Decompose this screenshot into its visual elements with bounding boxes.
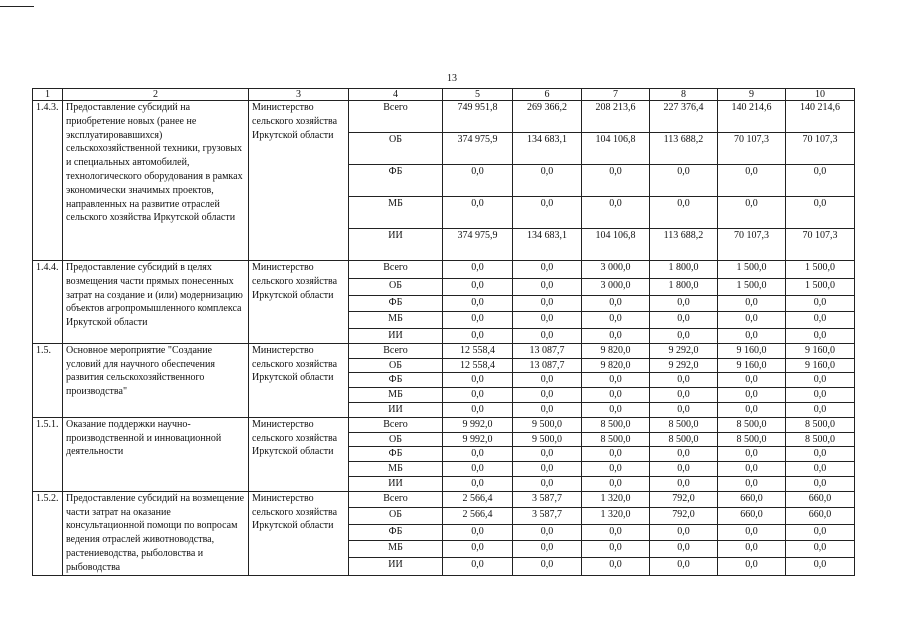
table-row [33,261,855,279]
amount-cell: 0,0 [513,524,582,541]
amount-cell: 0,0 [582,373,650,388]
amount-cell: 2 566,4 [443,491,513,508]
amount-cell: 2 566,4 [443,508,513,525]
amount-cell: 0,0 [650,312,718,329]
ministry-line: сельского хозяйства [252,432,338,444]
table-row [33,491,855,508]
amount-cell: 0,0 [443,312,513,329]
amount-cell: 9 160,0 [786,358,855,373]
amount-cell: 70 107,3 [786,133,855,165]
item-number: 1.5. [33,343,63,417]
item-number: 1.4.3. [33,101,63,261]
item-number: 1.5.2. [33,491,63,575]
column-number: 4 [349,89,443,101]
amount-cell: 0,0 [650,476,718,491]
amount-cell: 1 800,0 [650,261,718,279]
amount-cell: 0,0 [513,402,582,417]
amount-cell: 749 951,8 [443,101,513,133]
amount-cell: 0,0 [582,197,650,229]
amount-cell: 0,0 [582,524,650,541]
amount-cell: 8 500,0 [582,417,650,432]
table-row [33,101,855,133]
funding-source: Всего [349,417,443,432]
funding-source: ИИ [349,557,443,575]
funding-source: ФБ [349,447,443,462]
amount-cell: 0,0 [786,402,855,417]
amount-cell: 0,0 [582,462,650,477]
amount-cell: 269 366,2 [513,101,582,133]
amount-cell: 9 992,0 [443,432,513,447]
amount-cell: 0,0 [443,524,513,541]
responsible-ministry [249,101,349,261]
amount-cell: 1 320,0 [582,508,650,525]
funding-source: ФБ [349,165,443,197]
amount-cell: 0,0 [443,373,513,388]
amount-cell: 0,0 [443,402,513,417]
amount-cell: 660,0 [786,491,855,508]
amount-cell: 0,0 [443,197,513,229]
amount-cell: 227 376,4 [650,101,718,133]
amount-cell: 9 820,0 [582,343,650,358]
funding-source: Всего [349,491,443,508]
amount-cell: 1 800,0 [650,279,718,296]
amount-cell: 8 500,0 [582,432,650,447]
responsible-ministry [249,343,349,417]
amount-cell: 134 683,1 [513,133,582,165]
responsible-ministry [249,261,349,344]
amount-cell: 0,0 [582,165,650,197]
amount-cell: 0,0 [718,197,786,229]
amount-cell: 3 000,0 [582,279,650,296]
amount-cell: 0,0 [786,296,855,312]
amount-cell: 8 500,0 [786,417,855,432]
amount-cell: 0,0 [786,197,855,229]
amount-cell: 0,0 [582,447,650,462]
amount-cell: 0,0 [718,557,786,575]
amount-cell: 1 320,0 [582,491,650,508]
column-number: 10 [786,89,855,101]
amount-cell: 0,0 [786,476,855,491]
amount-cell: 8 500,0 [718,432,786,447]
amount-cell: 0,0 [513,312,582,329]
column-number: 9 [718,89,786,101]
amount-cell: 70 107,3 [718,229,786,261]
amount-cell: 9 160,0 [718,343,786,358]
item-description: Предоставление субсидий на приобретение новых (ранее не эксплуатировавшихся) сельскохозяйственной техники, грузовых и специальных автомобилей, технологического оборудования в рамках экономически значимых проектов, направленных на развитие отраслей сельского хозяйства Иркутской области [63,101,249,261]
funding-source: ОБ [349,279,443,296]
column-number: 3 [249,89,349,101]
amount-cell: 0,0 [786,541,855,558]
amount-cell: 0,0 [513,373,582,388]
item-description: Предоставление субсидий в целях возмещения части прямых понесенных затрат на создание и (или) модернизацию объектов агропромышленного комплекса Иркутской области [63,261,249,344]
amount-cell: 0,0 [786,388,855,403]
funding-source: ОБ [349,508,443,525]
amount-cell: 0,0 [786,557,855,575]
column-number: 7 [582,89,650,101]
amount-cell: 9 292,0 [650,343,718,358]
funding-source: МБ [349,462,443,477]
funding-source: Всего [349,343,443,358]
funding-source: ОБ [349,432,443,447]
column-number: 6 [513,89,582,101]
item-number: 1.4.4. [33,261,63,344]
amount-cell: 374 975,9 [443,229,513,261]
ministry-line: Иркутской области [252,129,334,141]
amount-cell: 13 087,7 [513,343,582,358]
ministry-line: Иркутской области [252,289,334,301]
amount-cell: 9 500,0 [513,417,582,432]
amount-cell: 0,0 [582,388,650,403]
amount-cell: 0,0 [443,447,513,462]
amount-cell: 374 975,9 [443,133,513,165]
amount-cell: 140 214,6 [786,101,855,133]
amount-cell: 792,0 [650,491,718,508]
ministry-line: сельского хозяйства [252,506,338,518]
amount-cell: 70 107,3 [718,133,786,165]
top-rule [0,6,34,7]
ministry-line: сельского хозяйства [252,358,338,370]
funding-source: МБ [349,541,443,558]
amount-cell: 0,0 [786,312,855,329]
ministry-line: сельского хозяйства [252,275,338,287]
amount-cell: 660,0 [718,508,786,525]
amount-cell: 0,0 [513,197,582,229]
funding-source: Всего [349,101,443,133]
amount-cell: 0,0 [650,373,718,388]
amount-cell: 1 500,0 [786,279,855,296]
amount-cell: 113 688,2 [650,229,718,261]
amount-cell: 0,0 [718,329,786,344]
amount-cell: 0,0 [582,312,650,329]
amount-cell: 0,0 [650,524,718,541]
amount-cell: 0,0 [718,312,786,329]
amount-cell: 8 500,0 [786,432,855,447]
amount-cell: 134 683,1 [513,229,582,261]
amount-cell: 0,0 [650,462,718,477]
amount-cell: 3 587,7 [513,508,582,525]
column-number: 2 [63,89,249,101]
funding-source: ФБ [349,373,443,388]
amount-cell: 792,0 [650,508,718,525]
amount-cell: 0,0 [786,329,855,344]
amount-cell: 1 500,0 [718,261,786,279]
amount-cell: 3 587,7 [513,491,582,508]
ministry-line: сельского хозяйства [252,115,338,127]
amount-cell: 0,0 [582,541,650,558]
column-number-row [33,89,855,101]
amount-cell: 0,0 [718,447,786,462]
amount-cell: 0,0 [443,329,513,344]
amount-cell: 8 500,0 [718,417,786,432]
amount-cell: 0,0 [513,541,582,558]
table-body [33,89,855,576]
amount-cell: 0,0 [718,296,786,312]
amount-cell: 8 500,0 [650,432,718,447]
amount-cell: 12 558,4 [443,358,513,373]
table-row [33,343,855,358]
amount-cell: 0,0 [650,197,718,229]
amount-cell: 0,0 [582,296,650,312]
amount-cell: 9 160,0 [718,358,786,373]
amount-cell: 104 106,8 [582,229,650,261]
amount-cell: 0,0 [443,165,513,197]
funding-source: МБ [349,197,443,229]
amount-cell: 208 213,6 [582,101,650,133]
amount-cell: 0,0 [443,296,513,312]
amount-cell: 9 992,0 [443,417,513,432]
amount-cell: 0,0 [513,557,582,575]
budget-table [32,88,855,576]
amount-cell: 660,0 [786,508,855,525]
amount-cell: 0,0 [786,462,855,477]
amount-cell: 0,0 [650,447,718,462]
funding-source: ИИ [349,329,443,344]
amount-cell: 0,0 [443,557,513,575]
amount-cell: 0,0 [513,296,582,312]
responsible-ministry [249,491,349,575]
amount-cell: 0,0 [443,541,513,558]
amount-cell: 0,0 [582,557,650,575]
amount-cell: 0,0 [718,524,786,541]
amount-cell: 0,0 [513,388,582,403]
amount-cell: 0,0 [582,402,650,417]
funding-source: МБ [349,388,443,403]
amount-cell: 0,0 [513,476,582,491]
amount-cell: 0,0 [650,296,718,312]
column-number: 5 [443,89,513,101]
ministry-line: Иркутской области [252,446,334,458]
amount-cell: 0,0 [718,165,786,197]
amount-cell: 3 000,0 [582,261,650,279]
amount-cell: 0,0 [513,329,582,344]
amount-cell: 9 160,0 [786,343,855,358]
column-number: 8 [650,89,718,101]
amount-cell: 0,0 [650,557,718,575]
amount-cell: 0,0 [718,388,786,403]
amount-cell: 0,0 [718,541,786,558]
amount-cell: 0,0 [650,402,718,417]
amount-cell: 0,0 [718,402,786,417]
item-description: Оказание поддержки научно-производственной и инновационной деятельности [63,417,249,491]
amount-cell: 0,0 [718,476,786,491]
funding-source: ОБ [349,358,443,373]
item-description: Основное мероприятие "Создание условий для научного обеспечения развития сельскохозяйственного производства" [63,343,249,417]
amount-cell: 140 214,6 [718,101,786,133]
ministry-line: Министерство [252,102,314,113]
amount-cell: 0,0 [786,373,855,388]
amount-cell: 0,0 [513,447,582,462]
amount-cell: 0,0 [443,388,513,403]
amount-cell: 9 820,0 [582,358,650,373]
amount-cell: 0,0 [786,447,855,462]
amount-cell: 0,0 [650,541,718,558]
amount-cell: 70 107,3 [786,229,855,261]
funding-source: ИИ [349,402,443,417]
amount-cell: 0,0 [718,373,786,388]
amount-cell: 1 500,0 [786,261,855,279]
amount-cell: 0,0 [718,462,786,477]
amount-cell: 0,0 [513,261,582,279]
funding-source: МБ [349,312,443,329]
amount-cell: 1 500,0 [718,279,786,296]
amount-cell: 0,0 [582,329,650,344]
amount-cell: 0,0 [443,462,513,477]
amount-cell: 660,0 [718,491,786,508]
amount-cell: 0,0 [443,476,513,491]
funding-source: Всего [349,261,443,279]
table-row [33,417,855,432]
amount-cell: 0,0 [513,462,582,477]
amount-cell: 0,0 [582,476,650,491]
funding-source: ОБ [349,133,443,165]
budget-table-container [32,88,854,641]
funding-source: ФБ [349,296,443,312]
funding-source: ИИ [349,229,443,261]
item-number: 1.5.1. [33,417,63,491]
ministry-line: Иркутской области [252,372,334,384]
amount-cell: 0,0 [513,279,582,296]
ministry-line: Министерство [252,344,314,356]
amount-cell: 0,0 [650,165,718,197]
amount-cell: 0,0 [513,165,582,197]
amount-cell: 12 558,4 [443,343,513,358]
amount-cell: 13 087,7 [513,358,582,373]
amount-cell: 104 106,8 [582,133,650,165]
responsible-ministry [249,417,349,491]
item-description: Предоставление субсидий на возмещение части затрат на оказание консультационной помощи по вопросам ведения отраслей животноводства, растениеводства, рыболовства и рыбоводства [63,491,249,575]
amount-cell: 9 500,0 [513,432,582,447]
ministry-line: Министерство [252,492,314,504]
ministry-line: Иркутской области [252,520,334,532]
amount-cell: 0,0 [650,329,718,344]
amount-cell: 0,0 [443,279,513,296]
ministry-line: Министерство [252,262,314,273]
amount-cell: 9 292,0 [650,358,718,373]
column-number: 1 [33,89,63,101]
amount-cell: 0,0 [786,165,855,197]
amount-cell: 113 688,2 [650,133,718,165]
ministry-line: Министерство [252,418,314,430]
funding-source: ФБ [349,524,443,541]
amount-cell: 0,0 [786,524,855,541]
amount-cell: 8 500,0 [650,417,718,432]
funding-source: ИИ [349,476,443,491]
amount-cell: 0,0 [650,388,718,403]
amount-cell: 0,0 [443,261,513,279]
page-number: 13 [447,73,457,84]
